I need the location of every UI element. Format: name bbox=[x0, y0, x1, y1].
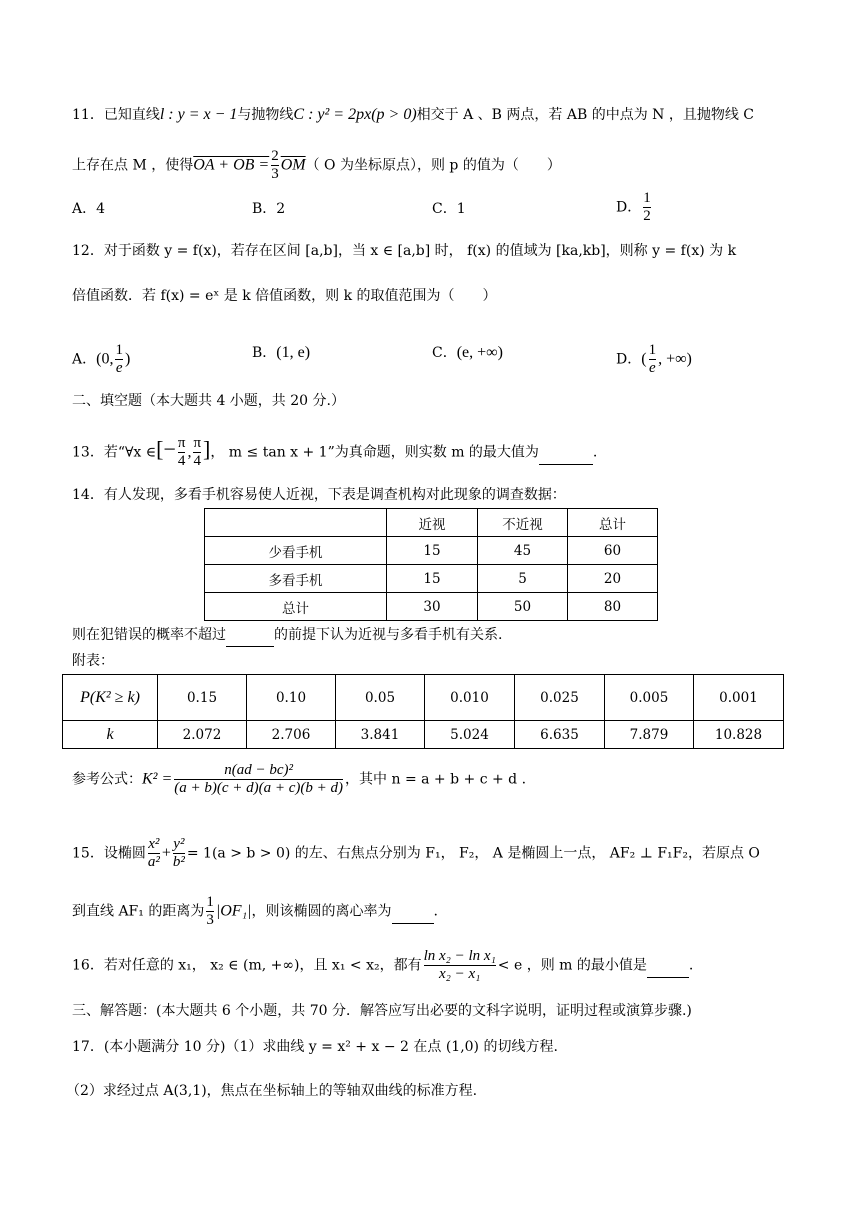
q12-option-b: B．(1, e) bbox=[252, 344, 311, 361]
q11-option-d: D． $\frac{1}{2}$ bbox=[616, 190, 651, 224]
q11-vector-sum: OA + OB = bbox=[193, 156, 270, 174]
q11-line-l: l : y = x − 1 bbox=[159, 106, 238, 123]
q14-line2: 则在犯错误的概率不超过 的前提下认为近视与多看手机有关系. bbox=[72, 624, 502, 647]
q11-parabola: C : y² = 2px(p > 0) bbox=[293, 106, 417, 123]
q11-vector-om: $\overline{OM}$ bbox=[280, 156, 306, 174]
section-2-heading: 二、填空题（本大题共 4 小题，共 20 分.） bbox=[72, 393, 345, 409]
q11-frac bbox=[271, 148, 279, 183]
q15-line1: 15．设椭圆 $\frac{\text{x²}}{\text{a²}}$ + $\frac{\text{y²}}{\text{b²}}$ = 1(a > b > 0) 的左、右焦点分别为 F₁， F₂， A 是椭圆上一点， AF₂ ⊥ F₁F₂，若原点 O bbox=[72, 836, 760, 870]
q12-line1: 12．对于函数 y = f(x)，若存在区间 [a,b]，当 x ∈ [a,b] 时， f(x) 的值域为 [ka,kb]，则称 y = f(x) 为 k bbox=[72, 243, 737, 259]
reference-table: P(K² ≥ k) 0.15 0.10 0.05 0.010 0.025 0.005 0.001 k 2.072 2.706 3.841 5.024 6.635 7.879 10.828 bbox=[62, 674, 784, 749]
q14-line1: 14．有人发现，多看手机容易使人近视，下表是调查机构对此现象的调查数据： bbox=[72, 487, 566, 503]
q15-line2: 到直线 AF₁ 的距离为 $\frac{1}{3}$ |OF₁|，则该椭圆的离心率为 . bbox=[72, 894, 438, 928]
survey-table: 近视 不近视 总计 少看手机 15 45 60 多看手机 15 5 20 总计 30 50 80 bbox=[204, 508, 658, 621]
reference-formula: 参考公式：K² = $\frac{\text{n(ad − bc)²}}{(a + b)(c + d)(a + c)(b + d)}$ ，其中 n = a + b + c + d . bbox=[72, 762, 527, 796]
answer-blank bbox=[647, 955, 689, 978]
q11-option-a: A．4 bbox=[72, 201, 106, 217]
q12-option-c: C．(e, +∞) bbox=[432, 344, 503, 361]
q17-line1: 17．(本小题满分 10 分)（1）求曲线 y = x² + x − 2 在点 (1,0) 的切线方程. bbox=[72, 1039, 558, 1055]
frac-den: 3 bbox=[271, 166, 279, 182]
q11-text: 上存在点 M ，使得 bbox=[72, 157, 194, 174]
q11-text: （ O 为坐标原点），则 p 的值为（ ） bbox=[305, 157, 561, 174]
q11-text: 相交于 A 、B 两点，若 AB 的中点为 N ，且抛物线 C bbox=[416, 107, 755, 123]
frac-num: 2 bbox=[271, 148, 279, 164]
q12-line2: 倍值函数．若 f(x) = eˣ 是 k 倍值函数，则 k 的取值范围为（ ） bbox=[72, 288, 497, 304]
q12-option-a: A．(0, $\frac{1}{e}$ ) bbox=[72, 342, 131, 376]
q13-line: 13．若“∀x ∈[− $\frac{\pi}{4}$ , $\frac{\pi}{4}$ ]， m ≤ tan x + 1”为真命题，则实数 m 的最大值为 . bbox=[72, 435, 598, 469]
q11-text: 11．已知直线 bbox=[72, 107, 160, 123]
section-3-heading: 三、解答题：(本大题共 6 个小题，共 70 分．解答应写出必要的文科字说明，证明过程或演算步骤.) bbox=[72, 1003, 692, 1019]
answer-blank bbox=[226, 624, 274, 647]
table-row: 总计 30 50 80 bbox=[205, 593, 658, 621]
answer-blank bbox=[392, 901, 434, 924]
q12-option-d: D．( $\frac{1}{e}$ , +∞) bbox=[616, 342, 692, 376]
q11-text: 与抛物线 bbox=[237, 107, 294, 123]
table-row: 少看手机 15 45 60 bbox=[205, 537, 658, 565]
table-row: 多看手机 15 5 20 bbox=[205, 565, 658, 593]
appendix-label: 附表： bbox=[72, 653, 114, 669]
q11-line2 bbox=[72, 148, 561, 183]
answer-blank bbox=[539, 442, 593, 465]
q11-option-c: C．1 bbox=[432, 201, 466, 217]
q11-option-b: B．2 bbox=[252, 201, 286, 217]
q16-line: 16．若对任意的 x₁， x₂ ∈ (m, +∞)，且 x₁ < x₂，都有 $\frac{\text{ln x₂ − ln x₁}}{\text{x₂ − x₁}}$ < e ，则 m 的最小值是 . bbox=[72, 948, 694, 982]
q11-line1 bbox=[72, 104, 754, 126]
q17-line2: （2）求经过点 A(3,1)，焦点在坐标轴上的等轴双曲线的标准方程. bbox=[66, 1083, 478, 1099]
